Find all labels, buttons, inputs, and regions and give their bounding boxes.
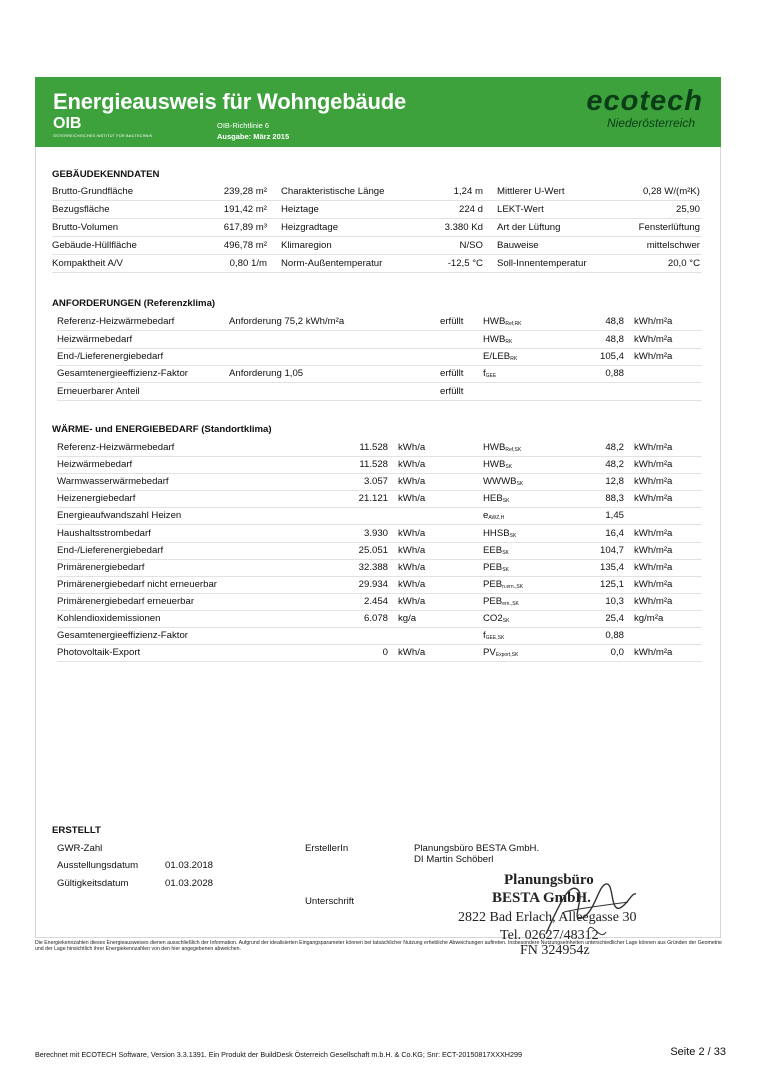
symbol-text: E/LEB	[483, 351, 511, 362]
waerme-unit: kWh/m²a	[634, 596, 673, 607]
symbol-subscript: SK	[502, 550, 509, 556]
symbol-text: PEB	[483, 579, 503, 590]
waerme-label: Primärenergiebedarf	[57, 562, 145, 573]
stamp-line-5: FN 324954z	[520, 943, 590, 958]
ersteller-person: DI Martin Schöberl	[414, 854, 494, 865]
anforderung-symbol	[483, 368, 496, 379]
kenndaten-label: Brutto-Volumen	[52, 222, 119, 233]
symbol-text: PEB	[483, 596, 503, 607]
symbol-subscript: GEE,SK	[485, 635, 505, 641]
symbol-subscript: SK	[502, 618, 510, 624]
kenndaten-value: -12,5 °C	[447, 258, 483, 269]
waerme-unit: kWh/m²a	[634, 579, 673, 590]
header-banner	[35, 77, 721, 147]
waerme-absolute-unit: kWh/a	[398, 596, 426, 607]
waerme-symbol	[483, 476, 523, 487]
gueltigkeitsdatum-value: 01.03.2028	[165, 878, 214, 889]
row-divider	[57, 348, 702, 349]
waerme-unit: kWh/m²a	[634, 476, 673, 487]
waerme-absolute: 25.051	[358, 545, 388, 556]
symbol-text: HEB	[483, 493, 503, 504]
waerme-label: End-/Lieferenergiebedarf	[57, 545, 164, 556]
kenndaten-value: 3.380 Kd	[444, 222, 483, 233]
waerme-label: Gesamtenergieeffizienz-Faktor	[57, 630, 188, 641]
anforderung-status: erfüllt	[440, 368, 464, 379]
section-heading-waerme: WÄRME- und ENERGIEBEDARF (Standortklima)	[52, 424, 272, 435]
waerme-value: 25,4	[605, 613, 624, 624]
waerme-label: Warmwasserwärmebedarf	[57, 476, 169, 487]
stamp-line-1: Planungsbüro	[504, 872, 594, 888]
anforderung-symbol	[483, 316, 522, 327]
ersteller-label: ErstellerIn	[305, 843, 349, 854]
kenndaten-value: 0,28 W/(m²K)	[642, 186, 700, 197]
kenndaten-value: 496,78 m²	[223, 240, 267, 251]
kenndaten-label: Klimaregion	[281, 240, 332, 251]
symbol-subscript: SK	[502, 567, 509, 573]
waerme-label: Haushaltsstrombedarf	[57, 528, 151, 539]
kenndaten-label: LEKT-Wert	[497, 204, 544, 215]
waerme-unit: kWh/m²a	[634, 528, 673, 539]
anforderung-label: Gesamtenergieeffizienz-Faktor	[57, 368, 188, 379]
symbol-text: PV	[483, 647, 496, 658]
kenndaten-value: mittelschwer	[646, 240, 700, 251]
waerme-symbol	[483, 528, 516, 539]
waerme-absolute: 32.388	[358, 562, 388, 573]
anforderung-status: erfüllt	[440, 316, 464, 327]
waerme-label: Heizwärmebedarf	[57, 459, 133, 470]
row-divider	[57, 542, 702, 543]
waerme-absolute: 3.057	[363, 476, 388, 487]
symbol-subscript: SK	[505, 464, 513, 470]
row-divider	[57, 559, 702, 560]
document-title: Energieausweis für Wohngebäude	[53, 89, 406, 114]
waerme-label: Heizenergiebedarf	[57, 493, 136, 504]
symbol-text: EEB	[483, 545, 503, 556]
waerme-symbol	[483, 459, 512, 470]
page-number: Seite 2 / 33	[670, 1046, 726, 1058]
waerme-symbol	[483, 442, 521, 453]
waerme-label: Primärenergiebedarf erneuerbar	[57, 596, 195, 607]
section-heading-kenndaten: GEBÄUDEKENNDATEN	[52, 169, 160, 180]
oib-institute: ÖSTERREICHISCHES INSTITUT FÜR BAUTECHNIK	[53, 134, 153, 138]
waerme-value: 48,2	[605, 442, 624, 453]
waerme-label: Primärenergiebedarf nicht erneuerbar	[57, 579, 217, 590]
anforderung-symbol	[483, 351, 517, 362]
row-divider	[57, 330, 702, 331]
waerme-symbol	[483, 613, 509, 624]
kenndaten-label: Norm-Außentemperatur	[281, 258, 383, 269]
anforderung-value: 48,8	[605, 316, 624, 327]
anforderung-label: End-/Lieferenergiebedarf	[57, 351, 164, 362]
waerme-absolute-unit: kWh/a	[398, 647, 426, 658]
kenndaten-label: Brutto-Grundfläche	[52, 186, 134, 197]
stamp-line-4: Tel. 02627/48312	[500, 928, 599, 943]
waerme-value: 16,4	[605, 528, 624, 539]
row-divider	[57, 490, 702, 491]
row-divider	[57, 400, 702, 401]
symbol-subscript: Export,SK	[495, 652, 519, 658]
waerme-absolute: 0	[382, 647, 388, 658]
anforderung-label: Erneuerbarer Anteil	[57, 386, 140, 397]
kenndaten-value: 25,90	[675, 204, 700, 215]
waerme-value: 104,7	[599, 545, 624, 556]
kenndaten-label: Mittlerer U-Wert	[497, 186, 565, 197]
section-heading-anforderungen: ANFORDERUNGEN (Referenzklima)	[52, 298, 216, 309]
anforderung-value: 0,88	[605, 368, 624, 379]
anforderung-value: 48,8	[605, 334, 624, 345]
anforderung-value: 105,4	[599, 351, 624, 362]
kenndaten-value: 224 d	[458, 204, 483, 215]
kenndaten-value: Fensterlüftung	[638, 222, 700, 233]
waerme-symbol	[483, 562, 509, 573]
symbol-text: HWB	[483, 334, 506, 345]
kenndaten-label: Art der Lüftung	[497, 222, 561, 233]
symbol-subscript: AWZ,H	[488, 515, 505, 521]
unterschrift-label: Unterschrift	[305, 896, 355, 907]
anforderung-status: erfüllt	[440, 386, 464, 397]
kenndaten-value: 191,42 m²	[223, 204, 267, 215]
symbol-text: HHSB	[483, 528, 510, 539]
waerme-unit: kg/m²a	[634, 613, 664, 624]
waerme-absolute-unit: kWh/a	[398, 545, 426, 556]
waerme-absolute: 21.121	[358, 493, 388, 504]
row-divider	[57, 507, 702, 508]
anforderung-symbol	[483, 334, 512, 345]
oib-label: OIB	[53, 115, 82, 132]
waerme-unit: kWh/m²a	[634, 647, 673, 658]
waerme-absolute-unit: kWh/a	[398, 562, 426, 573]
waerme-absolute: 29.934	[358, 579, 388, 590]
kenndaten-value: N/SO	[459, 240, 483, 251]
anforderung-requirement: Anforderung 75,2 kWh/m²a	[229, 316, 345, 327]
waerme-symbol	[483, 579, 523, 590]
kenndaten-value: 239,28 m²	[223, 186, 267, 197]
symbol-subscript: RK	[510, 356, 518, 362]
waerme-absolute-unit: kWh/a	[398, 442, 426, 453]
waerme-unit: kWh/m²a	[634, 493, 673, 504]
waerme-absolute-unit: kg/a	[398, 613, 417, 624]
kenndaten-value: 20,0 °C	[667, 258, 700, 269]
row-divider	[57, 576, 702, 577]
kenndaten-label: Charakteristische Länge	[281, 186, 385, 197]
ersteller-name: Planungsbüro BESTA GmbH.	[414, 843, 540, 854]
row-divider	[52, 236, 702, 237]
waerme-value: 48,2	[605, 459, 624, 470]
waerme-unit: kWh/m²a	[634, 442, 673, 453]
symbol-text: HWB	[483, 442, 506, 453]
waerme-symbol	[483, 510, 504, 521]
symbol-text: PEB	[483, 562, 503, 573]
symbol-subscript: GEE	[485, 373, 497, 379]
row-divider	[52, 200, 702, 201]
row-divider	[52, 272, 702, 273]
anforderung-label: Referenz-Heizwärmebedarf	[57, 316, 175, 327]
row-divider	[57, 382, 702, 383]
row-divider	[57, 473, 702, 474]
waerme-unit: kWh/m²a	[634, 459, 673, 470]
symbol-text: HWB	[483, 459, 506, 470]
symbol-subscript: Ref,RK	[505, 321, 522, 327]
anforderung-unit: kWh/m²a	[634, 334, 673, 345]
row-divider	[57, 456, 702, 457]
row-divider	[57, 644, 702, 645]
waerme-value: 1,45	[605, 510, 624, 521]
kenndaten-value: 617,89 m³	[223, 222, 267, 233]
waerme-symbol	[483, 647, 518, 658]
anforderung-unit: kWh/m²a	[634, 316, 673, 327]
waerme-value: 88,3	[605, 493, 624, 504]
stamp-line-3: 2822 Bad Erlach, Alleegasse 30	[458, 910, 637, 925]
row-divider	[52, 218, 702, 219]
symbol-subscript: ern.,SK	[502, 601, 519, 607]
section-heading-erstellt: ERSTELLT	[52, 825, 101, 836]
waerme-label: Kohlendioxidemissionen	[57, 613, 161, 624]
waerme-absolute: 6.078	[363, 613, 388, 624]
kenndaten-value: 1,24 m	[453, 186, 483, 197]
waerme-symbol	[483, 630, 504, 641]
anforderung-requirement: Anforderung 1,05	[229, 368, 304, 379]
waerme-value: 12,8	[605, 476, 624, 487]
symbol-subscript: SK	[516, 481, 524, 487]
waerme-value: 10,3	[605, 596, 624, 607]
row-divider	[57, 524, 702, 525]
region-label: Niederösterreich	[606, 116, 695, 130]
stamp-line-2: BESTA GmbH.	[492, 890, 591, 906]
symbol-text: CO2	[483, 613, 503, 624]
symbol-subscript: SK	[509, 533, 517, 539]
richtlinie-label: OIB-Richtlinie 6	[217, 121, 270, 130]
symbol-subscript: RK	[505, 339, 513, 345]
kenndaten-value: 0,80 1/m	[229, 258, 267, 269]
anforderung-unit: kWh/m²a	[634, 351, 673, 362]
ecotech-logo: ecotech	[586, 85, 703, 117]
symbol-subscript: Ref,SK	[505, 447, 522, 453]
waerme-symbol	[483, 596, 519, 607]
waerme-label: Referenz-Heizwärmebedarf	[57, 442, 175, 453]
kenndaten-label: Kompaktheit A/V	[52, 258, 123, 269]
kenndaten-label: Bauweise	[497, 240, 539, 251]
waerme-absolute-unit: kWh/a	[398, 493, 426, 504]
symbol-subscript: SK	[502, 498, 510, 504]
symbol-text: f	[483, 368, 486, 379]
kenndaten-label: Soll-Innentemperatur	[497, 258, 587, 269]
gueltigkeitsdatum-label: Gültigkeitsdatum	[57, 878, 129, 889]
kenndaten-label: Bezugsfläche	[52, 204, 110, 215]
kenndaten-label: Heiztage	[281, 204, 319, 215]
symbol-text: HWB	[483, 316, 506, 327]
row-divider	[57, 593, 702, 594]
waerme-absolute-unit: kWh/a	[398, 579, 426, 590]
ausstellungsdatum-value: 01.03.2018	[165, 860, 214, 871]
footer-software-note: Berechnet mit ECOTECH Software, Version 3.3.1391. Ein Produkt der BuildDesk Österreich Gesellschaft m.b.H. & Co.KG; Snr: ECT-20150817XXXH299	[35, 1050, 522, 1059]
waerme-label: Photovoltaik-Export	[57, 647, 141, 658]
row-divider	[57, 661, 702, 662]
waerme-absolute: 11.528	[359, 442, 388, 453]
waerme-value: 0,0	[610, 647, 624, 658]
disclaimer-text: Die Energiekennzahlen dieses Energieausweises dienen ausschließlich der Information. Aufgrund der idealisierten Eingangsparameter können bei tatsächlicher Nutzung erhebliche Abweichungen auftreten. Insbesondere Nutzungseinheiten unterschiedlicher Lage können aus Gründen der Geometrie und der Lage hinsichtlich ihrer Energiekennzahlen von den hier angegebenen abweichen.	[35, 940, 722, 953]
symbol-text: f	[483, 630, 486, 641]
waerme-absolute: 3.930	[363, 528, 388, 539]
waerme-absolute: 11.528	[359, 459, 388, 470]
ausgabe-label: Ausgabe: März 2015	[217, 132, 290, 141]
waerme-symbol	[483, 493, 509, 504]
kenndaten-label: Gebäude-Hüllfläche	[52, 240, 137, 251]
waerme-absolute-unit: kWh/a	[398, 476, 426, 487]
symbol-text: WWWB	[483, 476, 517, 487]
waerme-absolute: 2.454	[363, 596, 388, 607]
symbol-text: e	[483, 510, 489, 521]
kenndaten-label: Heizgradtage	[281, 222, 339, 233]
row-divider	[57, 627, 702, 628]
row-divider	[57, 610, 702, 611]
waerme-symbol	[483, 545, 509, 556]
waerme-absolute-unit: kWh/a	[398, 528, 426, 539]
waerme-value: 125,1	[599, 579, 624, 590]
ausstellungsdatum-label: Ausstellungsdatum	[57, 860, 139, 871]
waerme-unit: kWh/m²a	[634, 562, 673, 573]
waerme-unit: kWh/m²a	[634, 545, 673, 556]
gwr-label: GWR-Zahl	[57, 843, 103, 854]
symbol-subscript: n.ern.,SK	[502, 584, 524, 590]
waerme-label: Energieaufwandszahl Heizen	[57, 510, 182, 521]
waerme-value: 0,88	[605, 630, 624, 641]
anforderung-label: Heizwärmebedarf	[57, 334, 133, 345]
waerme-absolute-unit: kWh/a	[398, 459, 426, 470]
row-divider	[57, 365, 702, 366]
waerme-value: 135,4	[599, 562, 624, 573]
row-divider	[52, 254, 702, 255]
